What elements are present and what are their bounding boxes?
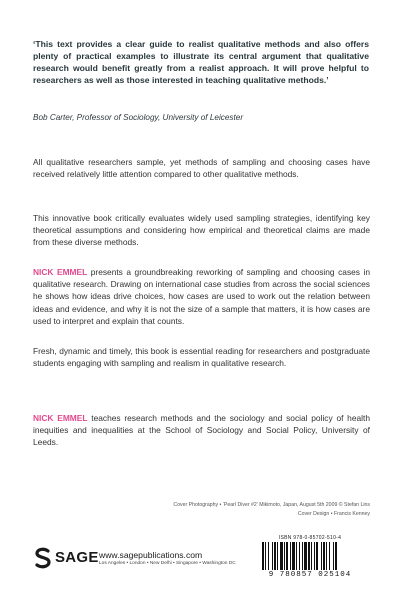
publisher-url[interactable]: www.sagepublications.com [99, 550, 203, 560]
sage-s-icon [33, 547, 53, 569]
publisher-cities: Los Angeles • London • New Delhi • Singapore • Washington DC [99, 561, 236, 566]
cover-photography-credit: Cover Photography • ‘Pearl Diver #2’ Mikimoto, Japan, August 5th 2009 © Stefan Lins [173, 502, 370, 508]
cover-credits [50, 501, 370, 518]
publisher-logo [33, 547, 236, 571]
author-bio-text: teaches research methods and the sociology and social policy of health inequities and inequalities at the School of Sociology and Social Policy, University of Leeds. [33, 413, 371, 448]
blurb-paragraph-1: All qualitative researchers sample, yet methods of sampling and choosing cases have received relatively little attention compared to other qualitative methods. [33, 157, 370, 180]
isbn-barcode-block [250, 535, 370, 581]
endorsement-attribution: Bob Carter, Professor of Sociology, University of Leicester [33, 113, 244, 122]
blurb-paragraph-4: Fresh, dynamic and timely, this book is essential reading for researchers and postgraduate students engaging with sampling and realism in qualitative research. [33, 346, 370, 369]
author-name-highlight: NICK EMMEL [33, 267, 88, 277]
cover-design-credit: Cover Design • Francis Kenney [297, 510, 370, 517]
publisher-name: SAGE [55, 549, 99, 566]
author-bio [33, 412, 370, 449]
blurb-paragraph-2: This innovative book critically evaluates widely used sampling strategies, identifying key theoretical assumptions and considering how empirical and theoretical claims are made from these diverse methods. [33, 213, 370, 248]
endorsement-quote: ‘This text provides a clear guide to realist qualitative methods and also offers plenty of practical examples to illustrate its central argument that qualitative research would benefit greatly from a realist approach. It will prove helpful to researchers as well as those interested in teaching qualitative methods.’ [33, 39, 369, 86]
blurb-paragraph-3 [33, 266, 370, 327]
isbn-label: ISBN 978-0-85702-510-4 [278, 535, 342, 541]
barcode-digits: 9 780857 025104 [268, 571, 352, 579]
blurb-paragraph-3-text: presents a groundbreaking reworking of sampling and choosing cases in qualitative research. Drawing on international case studies from across the social sciences he shows how ideas drive choices, how cases are used to work out the relation between ideas and evidence, and why it is not the size of a sample that matters, it is how cases are used to interpret and explain that counts. [33, 267, 371, 326]
barcode-icon [262, 542, 358, 570]
author-name-highlight: NICK EMMEL [33, 413, 88, 423]
